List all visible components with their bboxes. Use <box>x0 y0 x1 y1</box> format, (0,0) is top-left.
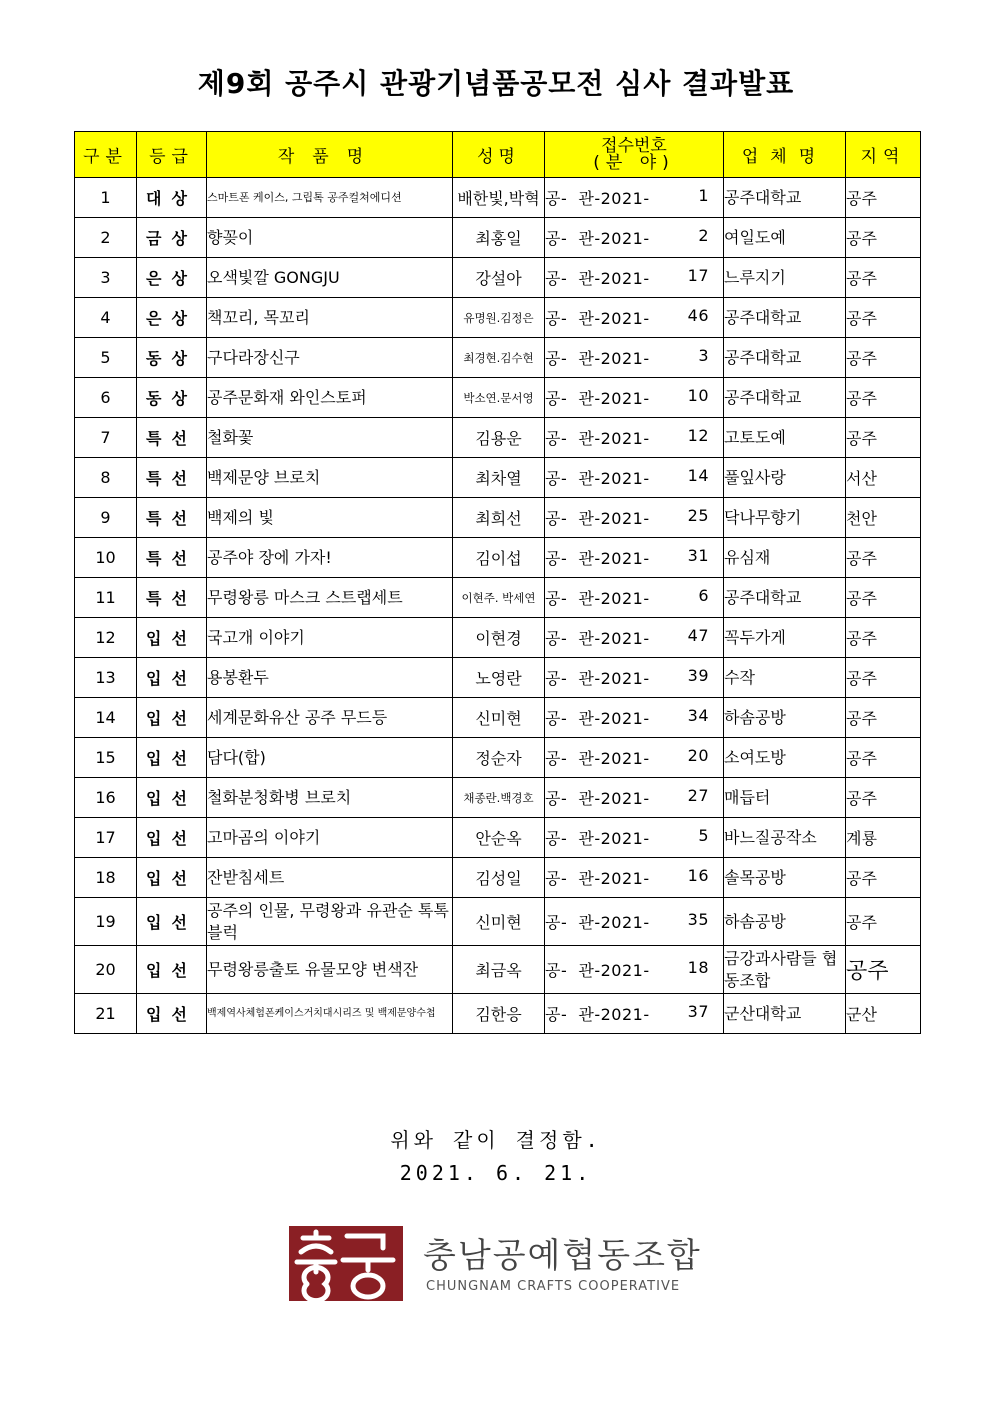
header-registration-line2: (분 야) <box>593 152 675 173</box>
header-registration-line1: 접수번호 <box>601 135 667 156</box>
row-registration-number: 12 <box>687 426 709 445</box>
row-registration <box>545 218 724 258</box>
row-grade: 입선 <box>137 818 207 858</box>
row-number: 20 <box>75 946 137 994</box>
row-company: 군산대학교 <box>724 994 846 1034</box>
row-company: 공주대학교 <box>724 378 846 418</box>
row-person: 배한빛,박혁 <box>453 178 545 218</box>
row-region: 공주 <box>846 258 921 298</box>
row-number: 11 <box>75 578 137 618</box>
row-work-name: 공주야 장에 가자! <box>207 538 453 578</box>
row-company: 여일도예 <box>724 218 846 258</box>
row-registration-number: 1 <box>698 186 709 205</box>
row-registration-prefix: 공- 관-2021- <box>545 789 650 808</box>
row-region: 천안 <box>846 498 921 538</box>
row-grade: 입선 <box>137 658 207 698</box>
row-person: 노영란 <box>453 658 545 698</box>
row-work-name: 공주문화재 와인스토퍼 <box>207 378 453 418</box>
row-grade: 금상 <box>137 218 207 258</box>
row-person: 신미현 <box>453 898 545 946</box>
row-number: 18 <box>75 858 137 898</box>
row-grade: 입선 <box>137 738 207 778</box>
row-number: 6 <box>75 378 137 418</box>
row-registration-prefix: 공- 관-2021- <box>545 269 650 288</box>
table-row <box>75 898 921 946</box>
row-region: 공주 <box>846 218 921 258</box>
row-registration-prefix: 공- 관-2021- <box>545 549 650 568</box>
row-registration-prefix: 공- 관-2021- <box>545 709 650 728</box>
header-region: 지역 <box>846 132 921 178</box>
row-registration <box>545 418 724 458</box>
table-row <box>75 994 921 1034</box>
row-registration <box>545 578 724 618</box>
row-registration-number: 27 <box>687 786 709 805</box>
row-region: 서산 <box>846 458 921 498</box>
row-number: 10 <box>75 538 137 578</box>
header-no: 구분 <box>75 132 137 178</box>
table-row <box>75 858 921 898</box>
row-registration-prefix: 공- 관-2021- <box>545 509 650 528</box>
row-number: 14 <box>75 698 137 738</box>
row-registration-prefix: 공- 관-2021- <box>545 389 650 408</box>
row-company: 수작 <box>724 658 846 698</box>
row-registration-number: 47 <box>687 626 709 645</box>
row-registration-prefix: 공- 관-2021- <box>545 629 650 648</box>
row-registration-number: 25 <box>687 506 709 525</box>
table-row <box>75 418 921 458</box>
results-table <box>74 131 921 1034</box>
row-number: 13 <box>75 658 137 698</box>
row-grade: 은상 <box>137 258 207 298</box>
row-registration <box>545 698 724 738</box>
row-region: 공주 <box>846 178 921 218</box>
row-region: 공주 <box>846 418 921 458</box>
row-work-name: 무령왕릉출토 유물모양 변색잔 <box>207 946 453 994</box>
table-row <box>75 738 921 778</box>
row-work-name: 무령왕릉 마스크 스트랩세트 <box>207 578 453 618</box>
row-company: 하솜공방 <box>724 698 846 738</box>
row-registration-number: 31 <box>687 546 709 565</box>
cooperative-subtitle: CHUNGNAM CRAFTS COOPERATIVE <box>426 1279 681 1294</box>
row-company: 유심재 <box>724 538 846 578</box>
row-number: 4 <box>75 298 137 338</box>
table-row <box>75 378 921 418</box>
row-person: 안순옥 <box>453 818 545 858</box>
row-person: 박소연.문서영 <box>453 378 545 418</box>
row-number: 21 <box>75 994 137 1034</box>
row-registration-prefix: 공- 관-2021- <box>545 589 650 608</box>
row-registration <box>545 946 724 994</box>
row-registration <box>545 458 724 498</box>
row-region: 공주 <box>846 898 921 946</box>
row-grade: 특선 <box>137 458 207 498</box>
decision-date: 2021. 6. 21. <box>399 1161 593 1185</box>
row-grade: 입선 <box>137 898 207 946</box>
row-registration <box>545 178 724 218</box>
row-registration-prefix: 공- 관-2021- <box>545 829 650 848</box>
table-row <box>75 178 921 218</box>
row-registration <box>545 898 724 946</box>
row-grade: 특선 <box>137 418 207 458</box>
row-registration-number: 20 <box>687 746 709 765</box>
row-grade: 동상 <box>137 338 207 378</box>
row-work-name: 담다(합) <box>207 738 453 778</box>
row-person: 최경현.김수현 <box>453 338 545 378</box>
row-registration-prefix: 공- 관-2021- <box>545 309 650 328</box>
row-region: 공주 <box>846 378 921 418</box>
row-work-name: 철화꽃 <box>207 418 453 458</box>
table-row <box>75 818 921 858</box>
row-registration-number: 46 <box>687 306 709 325</box>
row-region: 공주 <box>846 738 921 778</box>
row-registration <box>545 778 724 818</box>
row-person: 최차열 <box>453 458 545 498</box>
row-work-name: 세계문화유산 공주 무드등 <box>207 698 453 738</box>
row-work-name: 용봉환두 <box>207 658 453 698</box>
row-registration-number: 39 <box>687 666 709 685</box>
row-registration-number: 37 <box>687 1002 709 1021</box>
row-number: 19 <box>75 898 137 946</box>
row-region: 공주 <box>846 778 921 818</box>
row-registration <box>545 658 724 698</box>
row-number: 17 <box>75 818 137 858</box>
row-region: 공주 <box>846 946 921 994</box>
row-registration-number: 5 <box>698 826 709 845</box>
row-registration-number: 3 <box>698 346 709 365</box>
row-company: 소여도방 <box>724 738 846 778</box>
row-work-name: 공주의 인물, 무령왕과 유관순 톡톡블럭 <box>207 898 453 946</box>
decision-block <box>0 1124 992 1190</box>
decision-statement: 위와 같이 결정함. <box>390 1128 602 1152</box>
row-registration <box>545 338 724 378</box>
row-person: 김성일 <box>453 858 545 898</box>
header-grade: 등급 <box>137 132 207 178</box>
row-region: 군산 <box>846 994 921 1034</box>
row-grade: 동상 <box>137 378 207 418</box>
row-person: 정순자 <box>453 738 545 778</box>
row-registration <box>545 258 724 298</box>
row-registration-number: 18 <box>687 958 709 977</box>
row-company: 공주대학교 <box>724 338 846 378</box>
row-work-name: 고마곰의 이야기 <box>207 818 453 858</box>
table-row <box>75 258 921 298</box>
row-company: 금강과사람들 협동조합 <box>724 946 846 994</box>
row-person: 김용운 <box>453 418 545 458</box>
row-work-name: 백제문양 브로치 <box>207 458 453 498</box>
table-row <box>75 218 921 258</box>
row-registration-prefix: 공- 관-2021- <box>545 349 650 368</box>
row-number: 9 <box>75 498 137 538</box>
row-person: 신미현 <box>453 698 545 738</box>
row-grade: 특선 <box>137 538 207 578</box>
row-region: 공주 <box>846 698 921 738</box>
table-row <box>75 538 921 578</box>
row-region: 공주 <box>846 538 921 578</box>
row-company: 풀잎사랑 <box>724 458 846 498</box>
row-registration-prefix: 공- 관-2021- <box>545 1005 650 1024</box>
row-registration <box>545 818 724 858</box>
row-number: 12 <box>75 618 137 658</box>
row-company: 꼭두가게 <box>724 618 846 658</box>
row-registration-prefix: 공- 관-2021- <box>545 869 650 888</box>
row-company: 하솜공방 <box>724 898 846 946</box>
row-registration-prefix: 공- 관-2021- <box>545 913 650 932</box>
row-person: 이현주. 박세연 <box>453 578 545 618</box>
row-registration-number: 14 <box>687 466 709 485</box>
table-row <box>75 618 921 658</box>
row-grade: 특선 <box>137 578 207 618</box>
row-work-name: 철화분청화병 브로치 <box>207 778 453 818</box>
row-registration-prefix: 공- 관-2021- <box>545 189 650 208</box>
row-number: 7 <box>75 418 137 458</box>
row-person: 김이섭 <box>453 538 545 578</box>
row-company: 솔목공방 <box>724 858 846 898</box>
row-number: 5 <box>75 338 137 378</box>
row-registration-number: 6 <box>698 586 709 605</box>
row-person: 최홍일 <box>453 218 545 258</box>
row-registration <box>545 738 724 778</box>
row-work-name: 잔받침세트 <box>207 858 453 898</box>
row-registration-number: 2 <box>698 226 709 245</box>
table-row <box>75 578 921 618</box>
row-number: 16 <box>75 778 137 818</box>
row-work-name: 오색빛깔 GONGJU <box>207 258 453 298</box>
row-grade: 특선 <box>137 498 207 538</box>
row-company: 매듭터 <box>724 778 846 818</box>
row-person: 채종란.백경호 <box>453 778 545 818</box>
row-company: 닥나무향기 <box>724 498 846 538</box>
row-registration-number: 34 <box>687 706 709 725</box>
row-grade: 입선 <box>137 946 207 994</box>
row-work-name: 백제역사체험폰케이스거치대시리즈 및 백제문양수첩 <box>207 994 453 1034</box>
row-registration-number: 35 <box>687 910 709 929</box>
row-person: 최희선 <box>453 498 545 538</box>
row-person: 강설아 <box>453 258 545 298</box>
table-row <box>75 338 921 378</box>
row-region: 공주 <box>846 858 921 898</box>
row-region: 계룡 <box>846 818 921 858</box>
row-grade: 은상 <box>137 298 207 338</box>
table-row <box>75 946 921 994</box>
row-company: 느루지기 <box>724 258 846 298</box>
row-grade: 입선 <box>137 778 207 818</box>
table-row <box>75 458 921 498</box>
table-row <box>75 298 921 338</box>
row-registration <box>545 994 724 1034</box>
row-company: 바느질공작소 <box>724 818 846 858</box>
row-work-name: 백제의 빛 <box>207 498 453 538</box>
row-work-name: 국고개 이야기 <box>207 618 453 658</box>
row-region: 공주 <box>846 618 921 658</box>
row-registration-prefix: 공- 관-2021- <box>545 961 650 980</box>
row-company: 공주대학교 <box>724 578 846 618</box>
table-row <box>75 778 921 818</box>
row-person: 유명원.김정은 <box>453 298 545 338</box>
row-registration-number: 10 <box>687 386 709 405</box>
header-registration <box>545 132 724 178</box>
row-company: 공주대학교 <box>724 298 846 338</box>
row-person: 김한응 <box>453 994 545 1034</box>
row-number: 2 <box>75 218 137 258</box>
row-person: 이현경 <box>453 618 545 658</box>
header-person: 성명 <box>453 132 545 178</box>
row-registration <box>545 378 724 418</box>
header-work-name: 작품명 <box>207 132 453 178</box>
row-person: 최금옥 <box>453 946 545 994</box>
row-grade: 대상 <box>137 178 207 218</box>
header-company: 업체명 <box>724 132 846 178</box>
row-work-name: 구다라장신구 <box>207 338 453 378</box>
row-number: 15 <box>75 738 137 778</box>
row-company: 공주대학교 <box>724 178 846 218</box>
table-header-row <box>75 132 921 178</box>
row-grade: 입선 <box>137 618 207 658</box>
table-row <box>75 698 921 738</box>
row-registration-prefix: 공- 관-2021- <box>545 429 650 448</box>
row-registration <box>545 538 724 578</box>
row-number: 3 <box>75 258 137 298</box>
row-registration-prefix: 공- 관-2021- <box>545 229 650 248</box>
row-region: 공주 <box>846 578 921 618</box>
row-registration <box>545 498 724 538</box>
page-title: 제9회 공주시 관광기념품공모전 심사 결과발표 <box>197 67 795 100</box>
row-region: 공주 <box>846 338 921 378</box>
row-work-name: 스마트폰 케이스, 그립톡 공주컬쳐에디션 <box>207 178 453 218</box>
row-registration-prefix: 공- 관-2021- <box>545 669 650 688</box>
row-registration-prefix: 공- 관-2021- <box>545 469 650 488</box>
cooperative-name: 충남공예협동조합 <box>423 1236 702 1276</box>
row-region: 공주 <box>846 298 921 338</box>
row-registration <box>545 618 724 658</box>
row-work-name: 향꽂이 <box>207 218 453 258</box>
table-row <box>75 498 921 538</box>
row-registration-number: 17 <box>687 266 709 285</box>
row-company: 고토도예 <box>724 418 846 458</box>
row-number: 1 <box>75 178 137 218</box>
row-registration <box>545 858 724 898</box>
table-row <box>75 658 921 698</box>
row-registration-prefix: 공- 관-2021- <box>545 749 650 768</box>
row-registration-number: 16 <box>687 866 709 885</box>
row-work-name: 책꼬리, 목꼬리 <box>207 298 453 338</box>
row-number: 8 <box>75 458 137 498</box>
row-registration <box>545 298 724 338</box>
row-grade: 입선 <box>137 994 207 1034</box>
row-region: 공주 <box>846 658 921 698</box>
cooperative-logo-mark <box>289 1226 403 1301</box>
row-grade: 입선 <box>137 858 207 898</box>
row-grade: 입선 <box>137 698 207 738</box>
